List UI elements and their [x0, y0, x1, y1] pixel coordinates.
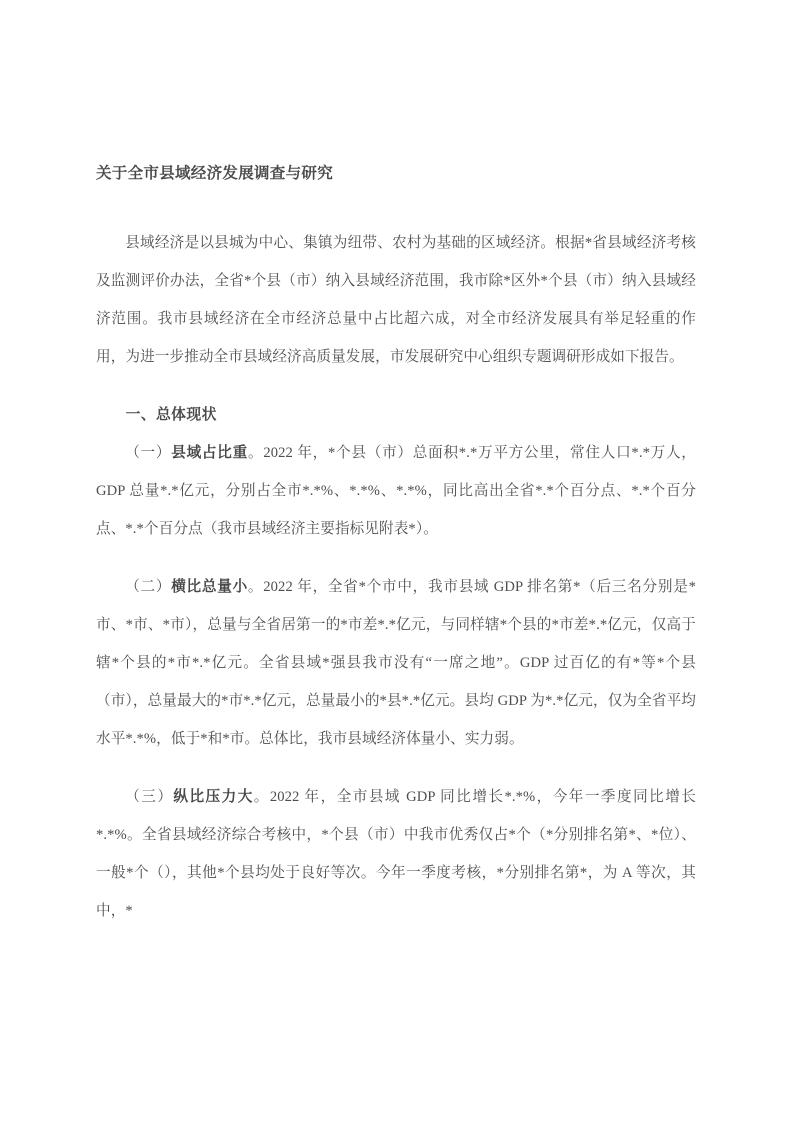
- paragraph-item-two: [96, 568, 696, 758]
- document-title: 关于全市县域经济发展调查与研究: [96, 165, 334, 182]
- paragraph-item-three: [96, 778, 696, 930]
- item-one-text: 2022 年，*个县（市）总面积*.*万平方公里，常住人口*.*万人，GDP 总量*.*亿元，分别占全市*.*%、*.*%、*.*%，同比高出全省*.*个百分点、*.*个百分点、*.*个百分点（我市县域经济主要指标见附表*）。: [96, 445, 697, 537]
- item-two-bold-title: 横比总量小: [171, 579, 248, 595]
- item-two-label: （二）: [125, 579, 172, 595]
- item-one-label: （一）: [125, 445, 172, 461]
- title-spacer: [96, 194, 696, 224]
- item-one-bold-title: 县域占比重: [171, 445, 248, 461]
- item-three-punctuation: 。: [253, 789, 270, 805]
- item-two-text: 2022 年，全省*个市中，我市县域 GDP 排名第*（后三名分别是*市、*市、*市），总量与全省居第一的*市差*.*亿元，与同样辖*个县的*市差*.*亿元，仅高于辖*个县的*市*.*亿元。全省县域*强县我市没有“一席之地”。GDP 过百亿的有*等*个县（市），总量最大的*市*.*亿元，总量最小的*县*.*亿元。县均 GDP 为*.*亿元，仅为全省平均水平*.*%，低于*和*市。总体比，我市县域经济体量小、实力弱。: [96, 579, 696, 747]
- item-three-bold-title: 纵比压力大: [173, 789, 254, 805]
- item-three-text: 2022 年，全市县域 GDP 同比增长*.*%，今年一季度同比增长*.*%。全省县域经济综合考核中，*个县（市）中我市优秀仅占*个（*分别排名第*、*位）、一般*个（），其他*个县均处于良好等次。今年一季度考核，*分别排名第*，为 A 等次，其中，*: [96, 789, 696, 919]
- intro-paragraph: 县域经济是以县城为中心、集镇为纽带、农村为基础的区域经济。根据*省县域经济考核及监测评价办法，全省*个县（市）纳入县域经济范围，我市除*区外*个县（市）纳入县域经济范围。我市县域经济在全市经济总量中占比超六成，对全市经济发展具有举足轻重的作用，为进一步推动全市县域经济高质量发展，市发展研究中心组织专题调研形成如下报告。: [96, 235, 696, 365]
- item-two-punctuation: 。: [247, 579, 264, 595]
- section-heading-one: 一、总体现状: [125, 407, 217, 423]
- item-one-punctuation: 。: [247, 445, 264, 461]
- document-body: [96, 160, 696, 930]
- paragraph-item-one: [96, 434, 696, 548]
- item-three-label: （三）: [125, 789, 174, 805]
